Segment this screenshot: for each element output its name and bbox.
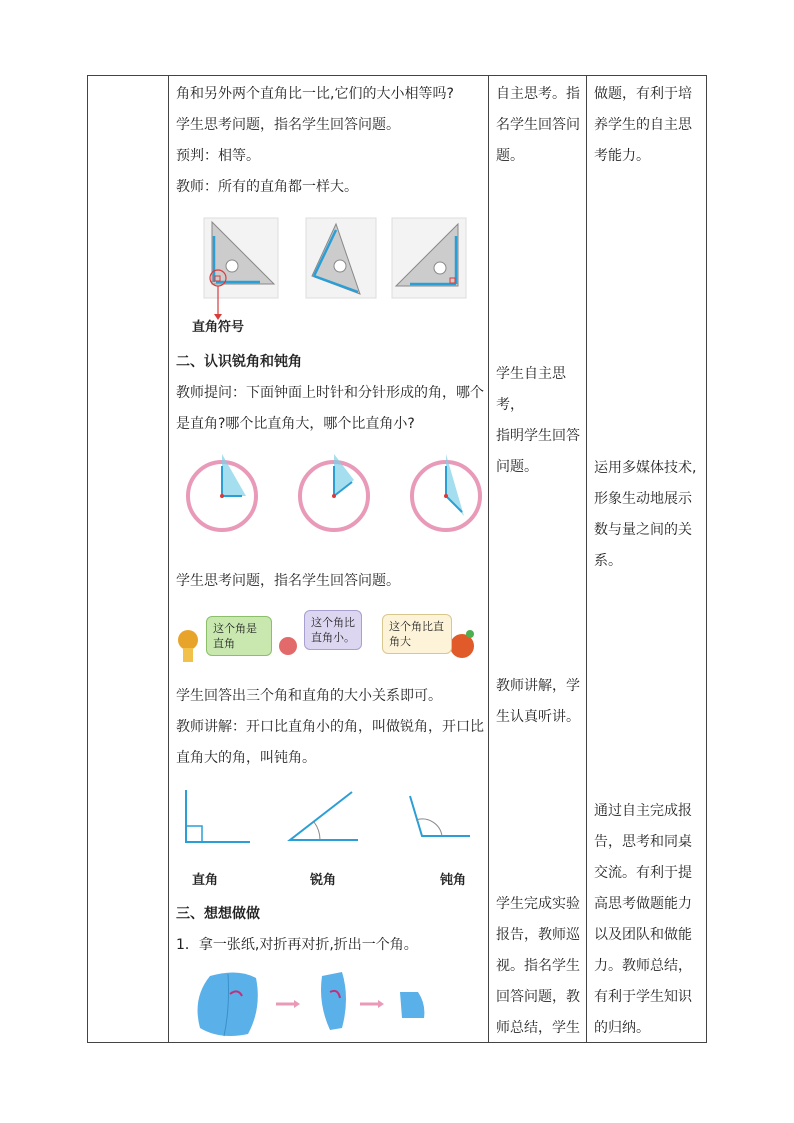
right-angle-symbol-label: 直角符号	[192, 320, 245, 335]
text-line: 有利于学生知识	[594, 989, 692, 1005]
text-line: 养学生的自主思	[594, 117, 692, 133]
student-activity-cell	[490, 76, 586, 1042]
angle-label: 锐角	[310, 873, 337, 888]
section-heading: 二、认识锐角和钝角	[176, 354, 302, 370]
paragraph: 角和另外两个直角比一比,它们的大小相等吗?	[176, 86, 454, 102]
text-line: 数与量之间的关	[594, 522, 692, 538]
paragraph: 学生回答出三个角和直角的大小关系即可。	[176, 688, 442, 704]
paragraph: 预判：相等。	[176, 148, 260, 164]
text-line: 做题，有利于培	[594, 86, 692, 102]
paragraph: 1．拿一张纸,对折再对折,折出一个角。	[176, 937, 418, 953]
text-line: 力。教师总结，	[594, 958, 692, 974]
text-line: 考能力。	[594, 148, 650, 164]
purpose-block	[594, 453, 702, 577]
paragraph: 是直角?哪个比直角大，哪个比直角小?	[176, 416, 415, 432]
activity-block	[496, 671, 582, 733]
text-line: 运用多媒体技术,	[594, 460, 697, 476]
section-heading: 三、想想做做	[176, 906, 260, 922]
text-line: 回答问题，教	[496, 989, 580, 1005]
text-line: 报告，教师巡	[496, 927, 580, 943]
text-line: 名学生回答问	[496, 117, 580, 133]
paragraph: 学生思考问题，指名学生回答问题。	[176, 117, 400, 133]
text-line: 告，思考和同桌	[594, 834, 692, 850]
text-line: 题。	[496, 148, 524, 164]
column-divider	[586, 76, 587, 1042]
speech-bubble: 这个角比直角小。	[304, 610, 362, 650]
text-line: 问题。	[496, 459, 538, 475]
design-purpose-cell	[588, 76, 706, 1042]
text-line: 学生完成实验	[496, 896, 580, 912]
angle-label: 钝角	[440, 873, 467, 888]
text-line: 指明学生回答	[496, 428, 580, 444]
paragraph: 学生思考问题，指名学生回答问题。	[176, 573, 400, 589]
speech-bubble: 这个角比直角大	[382, 614, 452, 654]
text-line: 以及团队和做能	[594, 927, 692, 943]
text-line: 系。	[594, 553, 622, 569]
text-line: 高思考做题能力	[594, 896, 692, 912]
text-line: 教师讲解，学	[496, 678, 580, 694]
text-line: 学生自主思考，	[496, 366, 566, 413]
text-line: 形象生动地展示	[594, 491, 692, 507]
paragraph: 教师讲解：开口比直角小的角，叫做锐角，开口比	[176, 719, 484, 735]
angle-types-figure	[180, 786, 480, 846]
paper-folding-figure	[190, 968, 460, 1042]
text-line: 的归纳。	[594, 1020, 650, 1036]
clock-faces-figure	[184, 450, 484, 542]
lesson-table	[87, 75, 707, 1043]
paragraph: 教师提问：下面钟面上时针和分针形成的角，哪个	[176, 385, 484, 401]
teaching-content-cell	[170, 76, 488, 1042]
text-line: 师总结，学生	[496, 1020, 580, 1036]
column-divider	[488, 76, 489, 1042]
speech-bubble: 这个角是直角	[206, 616, 272, 656]
paragraph: 教师：所有的直角都一样大。	[176, 179, 358, 195]
text-line: 交流。有利于提	[594, 865, 692, 881]
text-line: 视。指名学生	[496, 958, 580, 974]
angle-label: 直角	[192, 873, 219, 888]
paragraph: 直角大的角，叫钝角。	[176, 750, 316, 766]
activity-block	[496, 889, 582, 1042]
activity-block	[496, 359, 582, 483]
text-line: 通过自主完成报	[594, 803, 692, 819]
activity-block	[496, 79, 582, 172]
purpose-block	[594, 796, 702, 1042]
column-divider	[168, 76, 169, 1042]
text-line: 自主思考。指	[496, 86, 580, 102]
purpose-block	[594, 79, 702, 172]
text-line: 生认真听讲。	[496, 709, 580, 725]
